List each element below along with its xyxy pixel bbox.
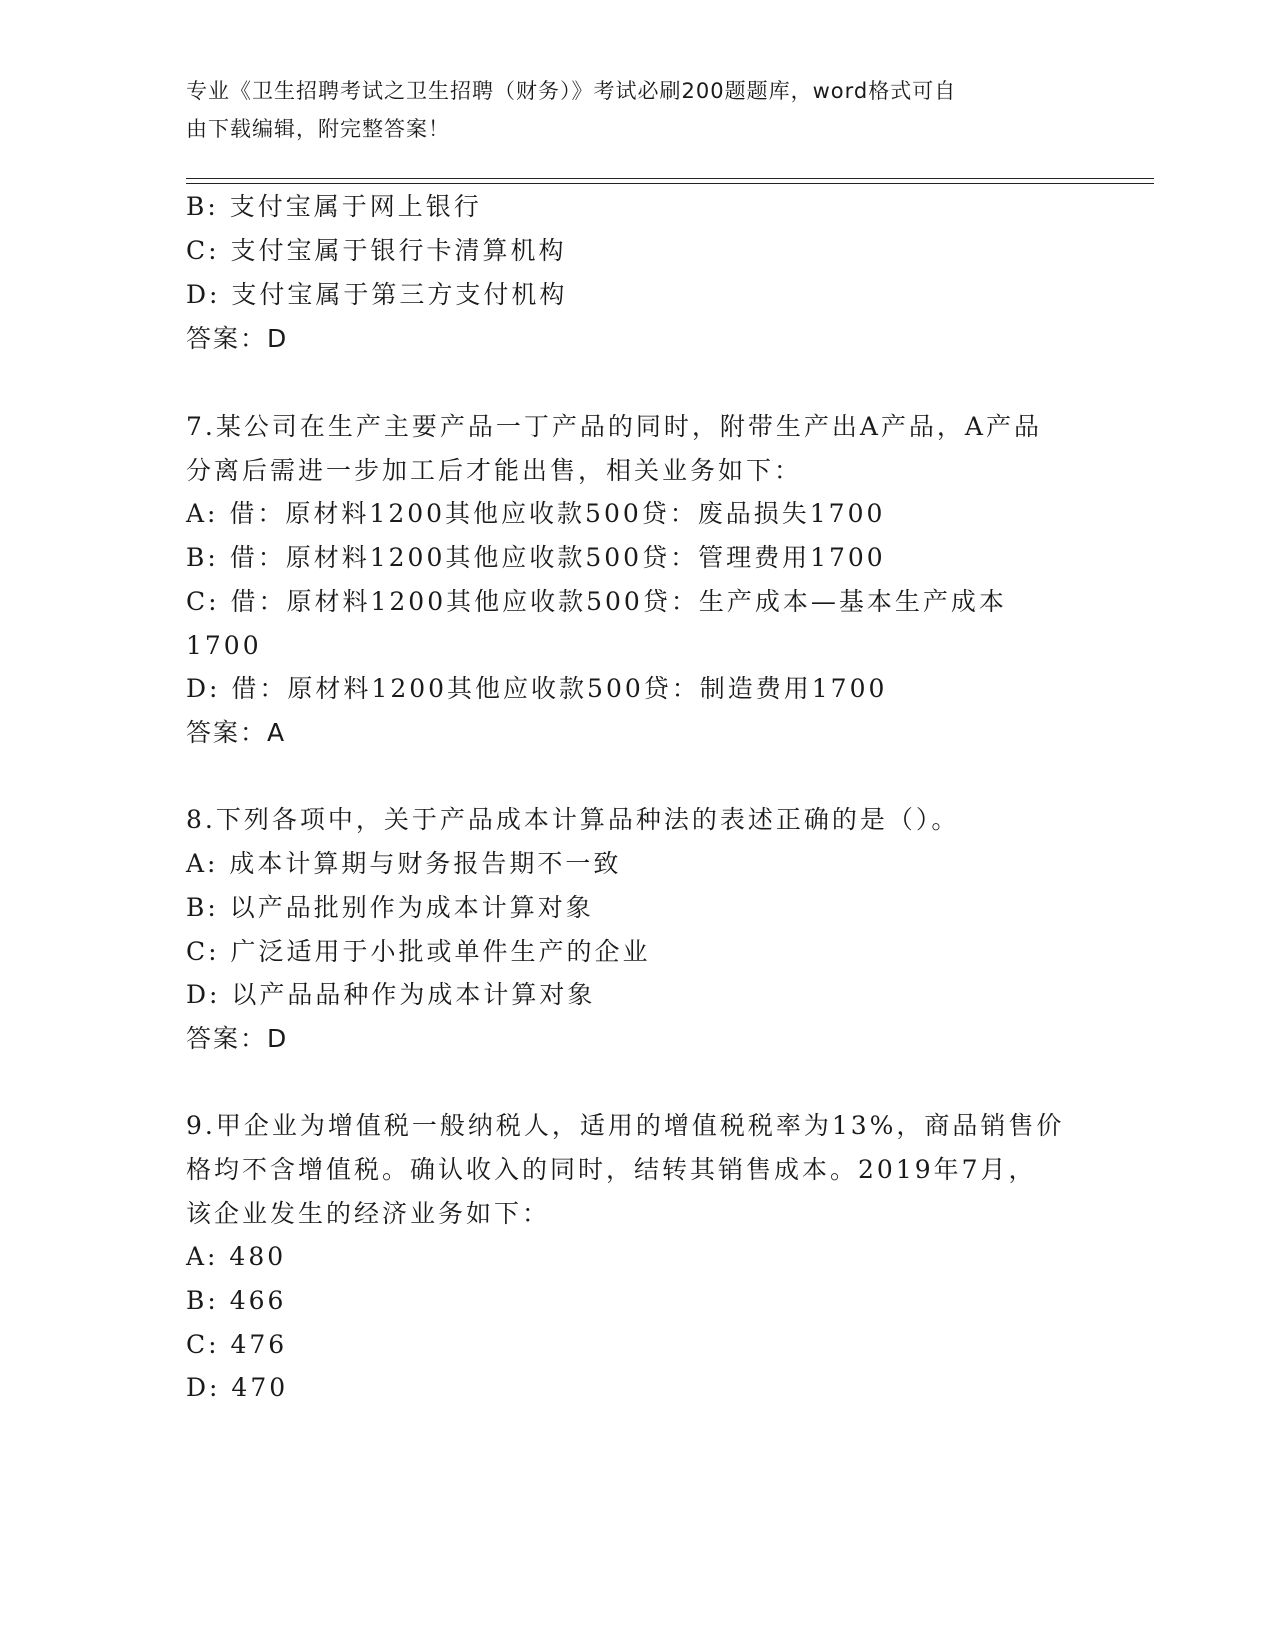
header-divider-top (186, 178, 1154, 179)
header-line-2: 由下载编辑，附完整答案！ (186, 117, 450, 141)
q8-option-a: A: 成本计算期与财务报告期不一致 (186, 849, 622, 878)
q9-option-a: A: 480 (186, 1242, 287, 1271)
q9-option-d: D: 470 (186, 1373, 289, 1402)
q8-option-d: D: 以产品品种作为成本计算对象 (186, 980, 596, 1009)
prev-option-b: B: 支付宝属于网上银行 (186, 192, 482, 221)
document-header (186, 72, 1066, 148)
q7-option-c-line-2: 1700 (186, 631, 262, 660)
q8-option-c: C: 广泛适用于小批或单件生产的企业 (186, 937, 651, 966)
q7-stem-line-1: 7.某公司在生产主要产品一丁产品的同时，附带生产出A产品，A产品 (186, 412, 1042, 441)
q9-stem-line-1: 9.甲企业为增值税一般纳税人，适用的增值税税率为13%，商品销售价 (186, 1111, 1065, 1140)
q9-option-b: B: 466 (186, 1286, 287, 1315)
q7-option-b: B: 借：原材料1200其他应收款500贷：管理费用1700 (186, 543, 886, 572)
q9-stem-line-2: 格均不含增值税。确认收入的同时，结转其销售成本。2019年7月， (186, 1155, 1037, 1184)
prev-option-c: C: 支付宝属于银行卡清算机构 (186, 236, 567, 265)
header-line-1: 专业《卫生招聘考试之卫生招聘（财务）》考试必刷200题题库，word格式可自 (186, 79, 957, 103)
q9-option-c: C: 476 (186, 1330, 288, 1359)
q7-option-c-line-1: C: 借：原材料1200其他应收款500贷：生产成本—基本生产成本 (186, 587, 1007, 616)
q7-option-a: A: 借：原材料1200其他应收款500贷：废品损失1700 (186, 499, 886, 528)
q7-answer: 答案：A (186, 718, 287, 747)
prev-answer: 答案：D (186, 324, 289, 353)
q8-answer: 答案：D (186, 1024, 289, 1053)
prev-option-d: D: 支付宝属于第三方支付机构 (186, 280, 568, 309)
q7-stem-line-2: 分离后需进一步加工后才能出售，相关业务如下： (186, 456, 803, 485)
q8-stem: 8.下列各项中，关于产品成本计算品种法的表述正确的是（）。 (186, 805, 960, 834)
q8-option-b: B: 以产品批别作为成本计算对象 (186, 893, 594, 922)
q7-option-d: D: 借：原材料1200其他应收款500贷：制造费用1700 (186, 674, 888, 703)
q9-stem-line-3: 该企业发生的经济业务如下： (186, 1199, 551, 1228)
header-divider-bottom (186, 183, 1154, 184)
